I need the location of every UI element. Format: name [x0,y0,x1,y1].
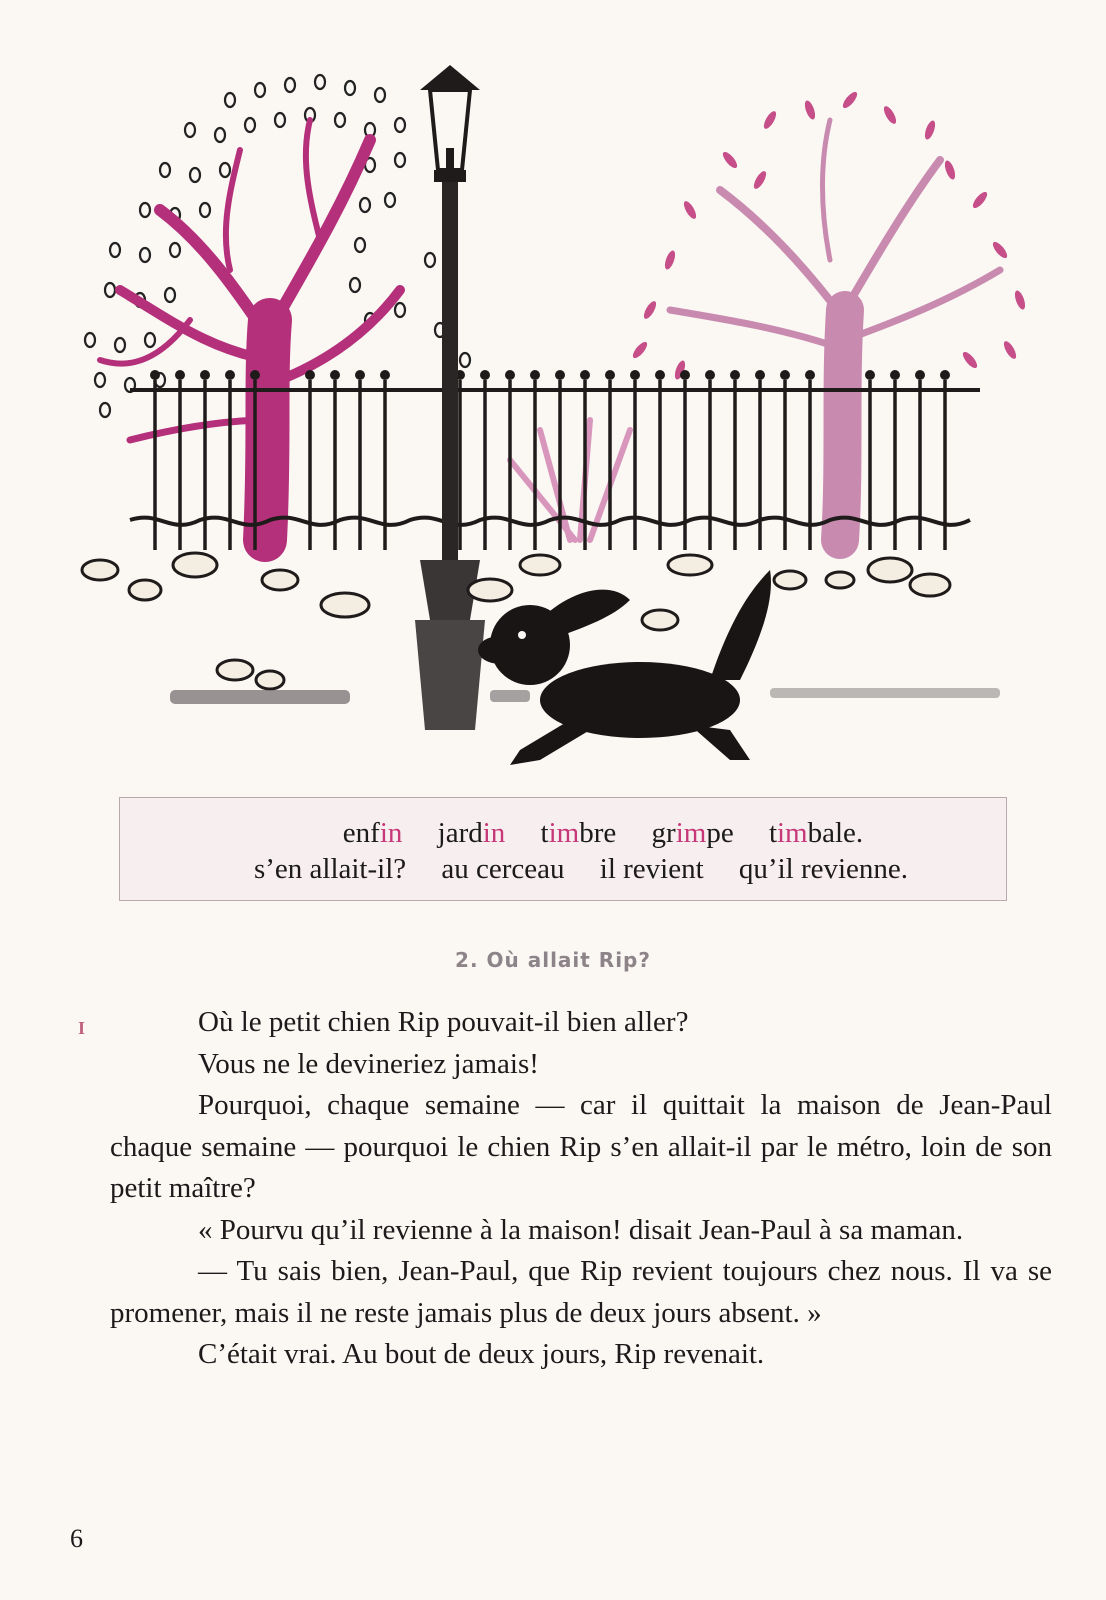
park-illustration [70,60,1050,790]
vocab-word-part: t [768,817,777,849]
tree-icon [85,75,470,540]
page-number: 6 [70,1524,83,1553]
vocab-word-part: pe [706,817,734,849]
vocab-highlight: im [777,817,808,849]
vocab-word [652,817,734,849]
vocab-word-part: t [540,817,549,849]
lamppost-icon [415,65,485,730]
paragraph: — Tu sais bien, Jean-Paul, que Rip revient toujours chez nous. Il va se promener, mais il ne reste jamais plus de deux jours absent. » [110,1255,1052,1329]
vocabulary-row-2 [138,852,1024,886]
vocab-phrase: il revient [599,853,704,885]
vocab-word [343,817,403,849]
vocab-phrase: qu’il revienne. [738,853,909,885]
paragraph: Pourquoi, chaque semaine — car il quittait la maison de Jean-Paul chaque semaine — pourquoi le chien Rip s’en allait-il par le métro, loin de son petit maître? [110,1089,1052,1204]
vocabulary-row-1 [160,816,1046,850]
paragraph: Où le petit chien Rip pouvait-il bien aller? [198,1006,689,1038]
vocab-highlight: im [548,817,580,849]
vocabulary-box [119,797,1007,901]
vocab-word [438,817,506,849]
paragraph: « Pourvu qu’il revienne à la maison! disait Jean-Paul à sa maman. [198,1213,964,1246]
vocab-word-part: bale. [807,817,864,849]
vocab-word-part: bre [579,817,617,849]
vocab-word-part: enf [342,817,380,849]
story-text [110,1002,1052,1376]
vocab-highlight: im [675,817,707,849]
vocab-phrase: au cerceau [441,853,565,885]
paragraph-marker: I [78,1018,86,1038]
vocab-highlight: in [379,817,403,849]
paragraph: C’était vrai. Au bout de deux jours, Rip revenait. [198,1338,765,1370]
dog-icon [478,570,771,765]
paragraph: Vous ne le devineriez jamais! [198,1047,539,1080]
vocab-phrase: s’en allait-il? [253,853,407,885]
vocab-word-part: jard [437,817,483,849]
vocab-highlight: in [482,817,506,849]
vocab-word-part: gr [651,817,676,849]
tree-icon-right [631,90,1028,540]
section-title: 2. Où allait Rip? [455,948,651,972]
vocab-word [541,817,617,849]
vocab-word [769,817,863,849]
